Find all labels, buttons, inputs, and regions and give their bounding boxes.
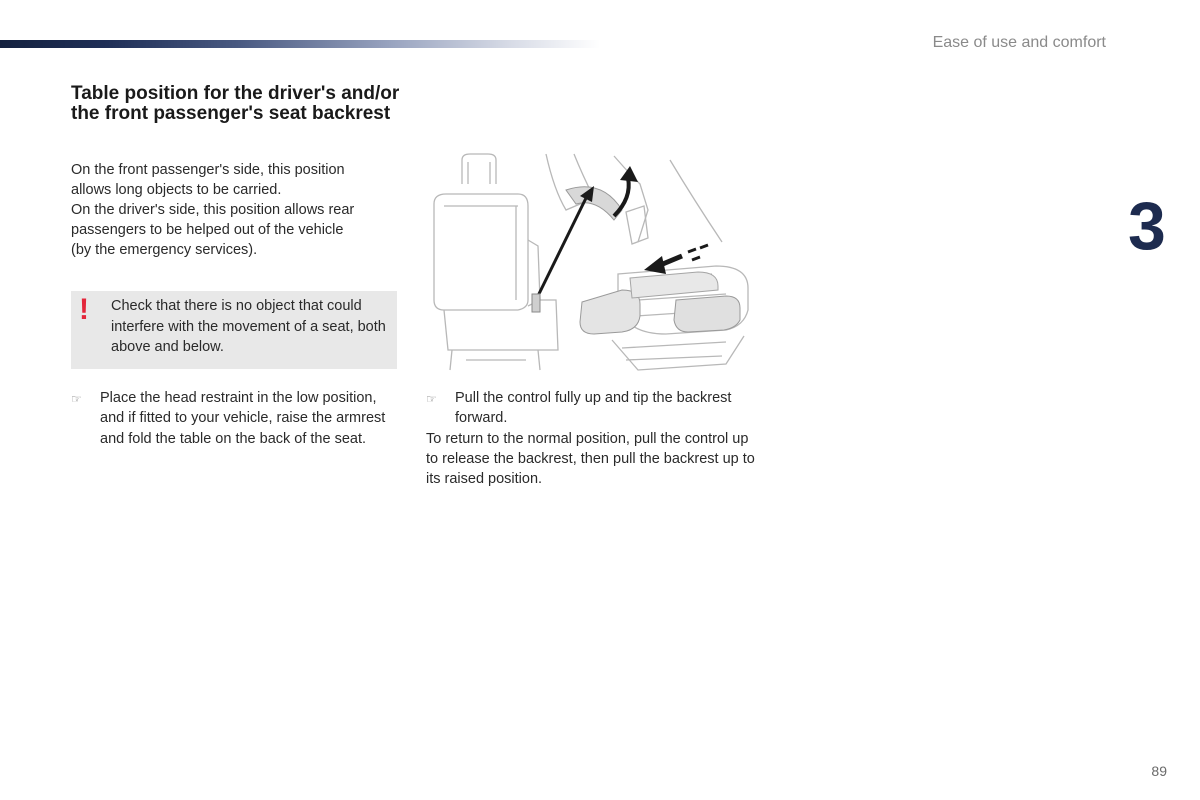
exclamation-icon: !: [79, 293, 89, 326]
head-restraint-folded: [626, 206, 648, 244]
armrest-table: [580, 290, 640, 334]
instruction-right: [426, 388, 756, 489]
instruction-left: [71, 388, 401, 449]
list-item: [71, 388, 401, 449]
warning-text: Check that there is no object that could interfere with the movement of a seat, both above and below.: [111, 298, 386, 355]
seat-illustration: [426, 150, 760, 378]
intro-line: passengers to be helped out of the vehicle: [71, 222, 344, 238]
page-heading: Table position for the driver's and/or the front passenger's seat backrest: [71, 83, 400, 124]
warning-box: [71, 291, 397, 369]
section-title: Ease of use and comfort: [932, 34, 1106, 51]
pointing-hand-icon: ☞: [71, 392, 82, 406]
header-gradient-bar: [0, 40, 600, 48]
backrest-outline: [434, 194, 528, 310]
intro-line: On the front passenger's side, this position: [71, 162, 345, 178]
intro-paragraph: [71, 160, 391, 260]
head-restraint-outline: [462, 154, 496, 184]
chapter-number: 3: [1128, 188, 1166, 264]
page-number: 89: [1151, 763, 1167, 779]
intro-line: allows long objects to be carried.: [71, 182, 282, 198]
return-instructions: To return to the normal position, pull the control up to release the backrest, then pull the backrest up to its raised position.: [426, 430, 755, 488]
seat-latch: [532, 294, 540, 312]
intro-line: (by the emergency services).: [71, 242, 258, 258]
pointing-hand-icon: ☞: [426, 392, 437, 406]
list-item: [426, 388, 756, 429]
bullet-text: Pull the control fully up and tip the backrest forward.: [455, 390, 732, 427]
bullet-text: Place the head restraint in the low position, and if fitted to your vehicle, raise the armrest and fold the table on the back of the seat.: [100, 390, 386, 447]
intro-line: On the driver's side, this position allows rear: [71, 202, 355, 218]
pointer-line: [534, 194, 588, 304]
